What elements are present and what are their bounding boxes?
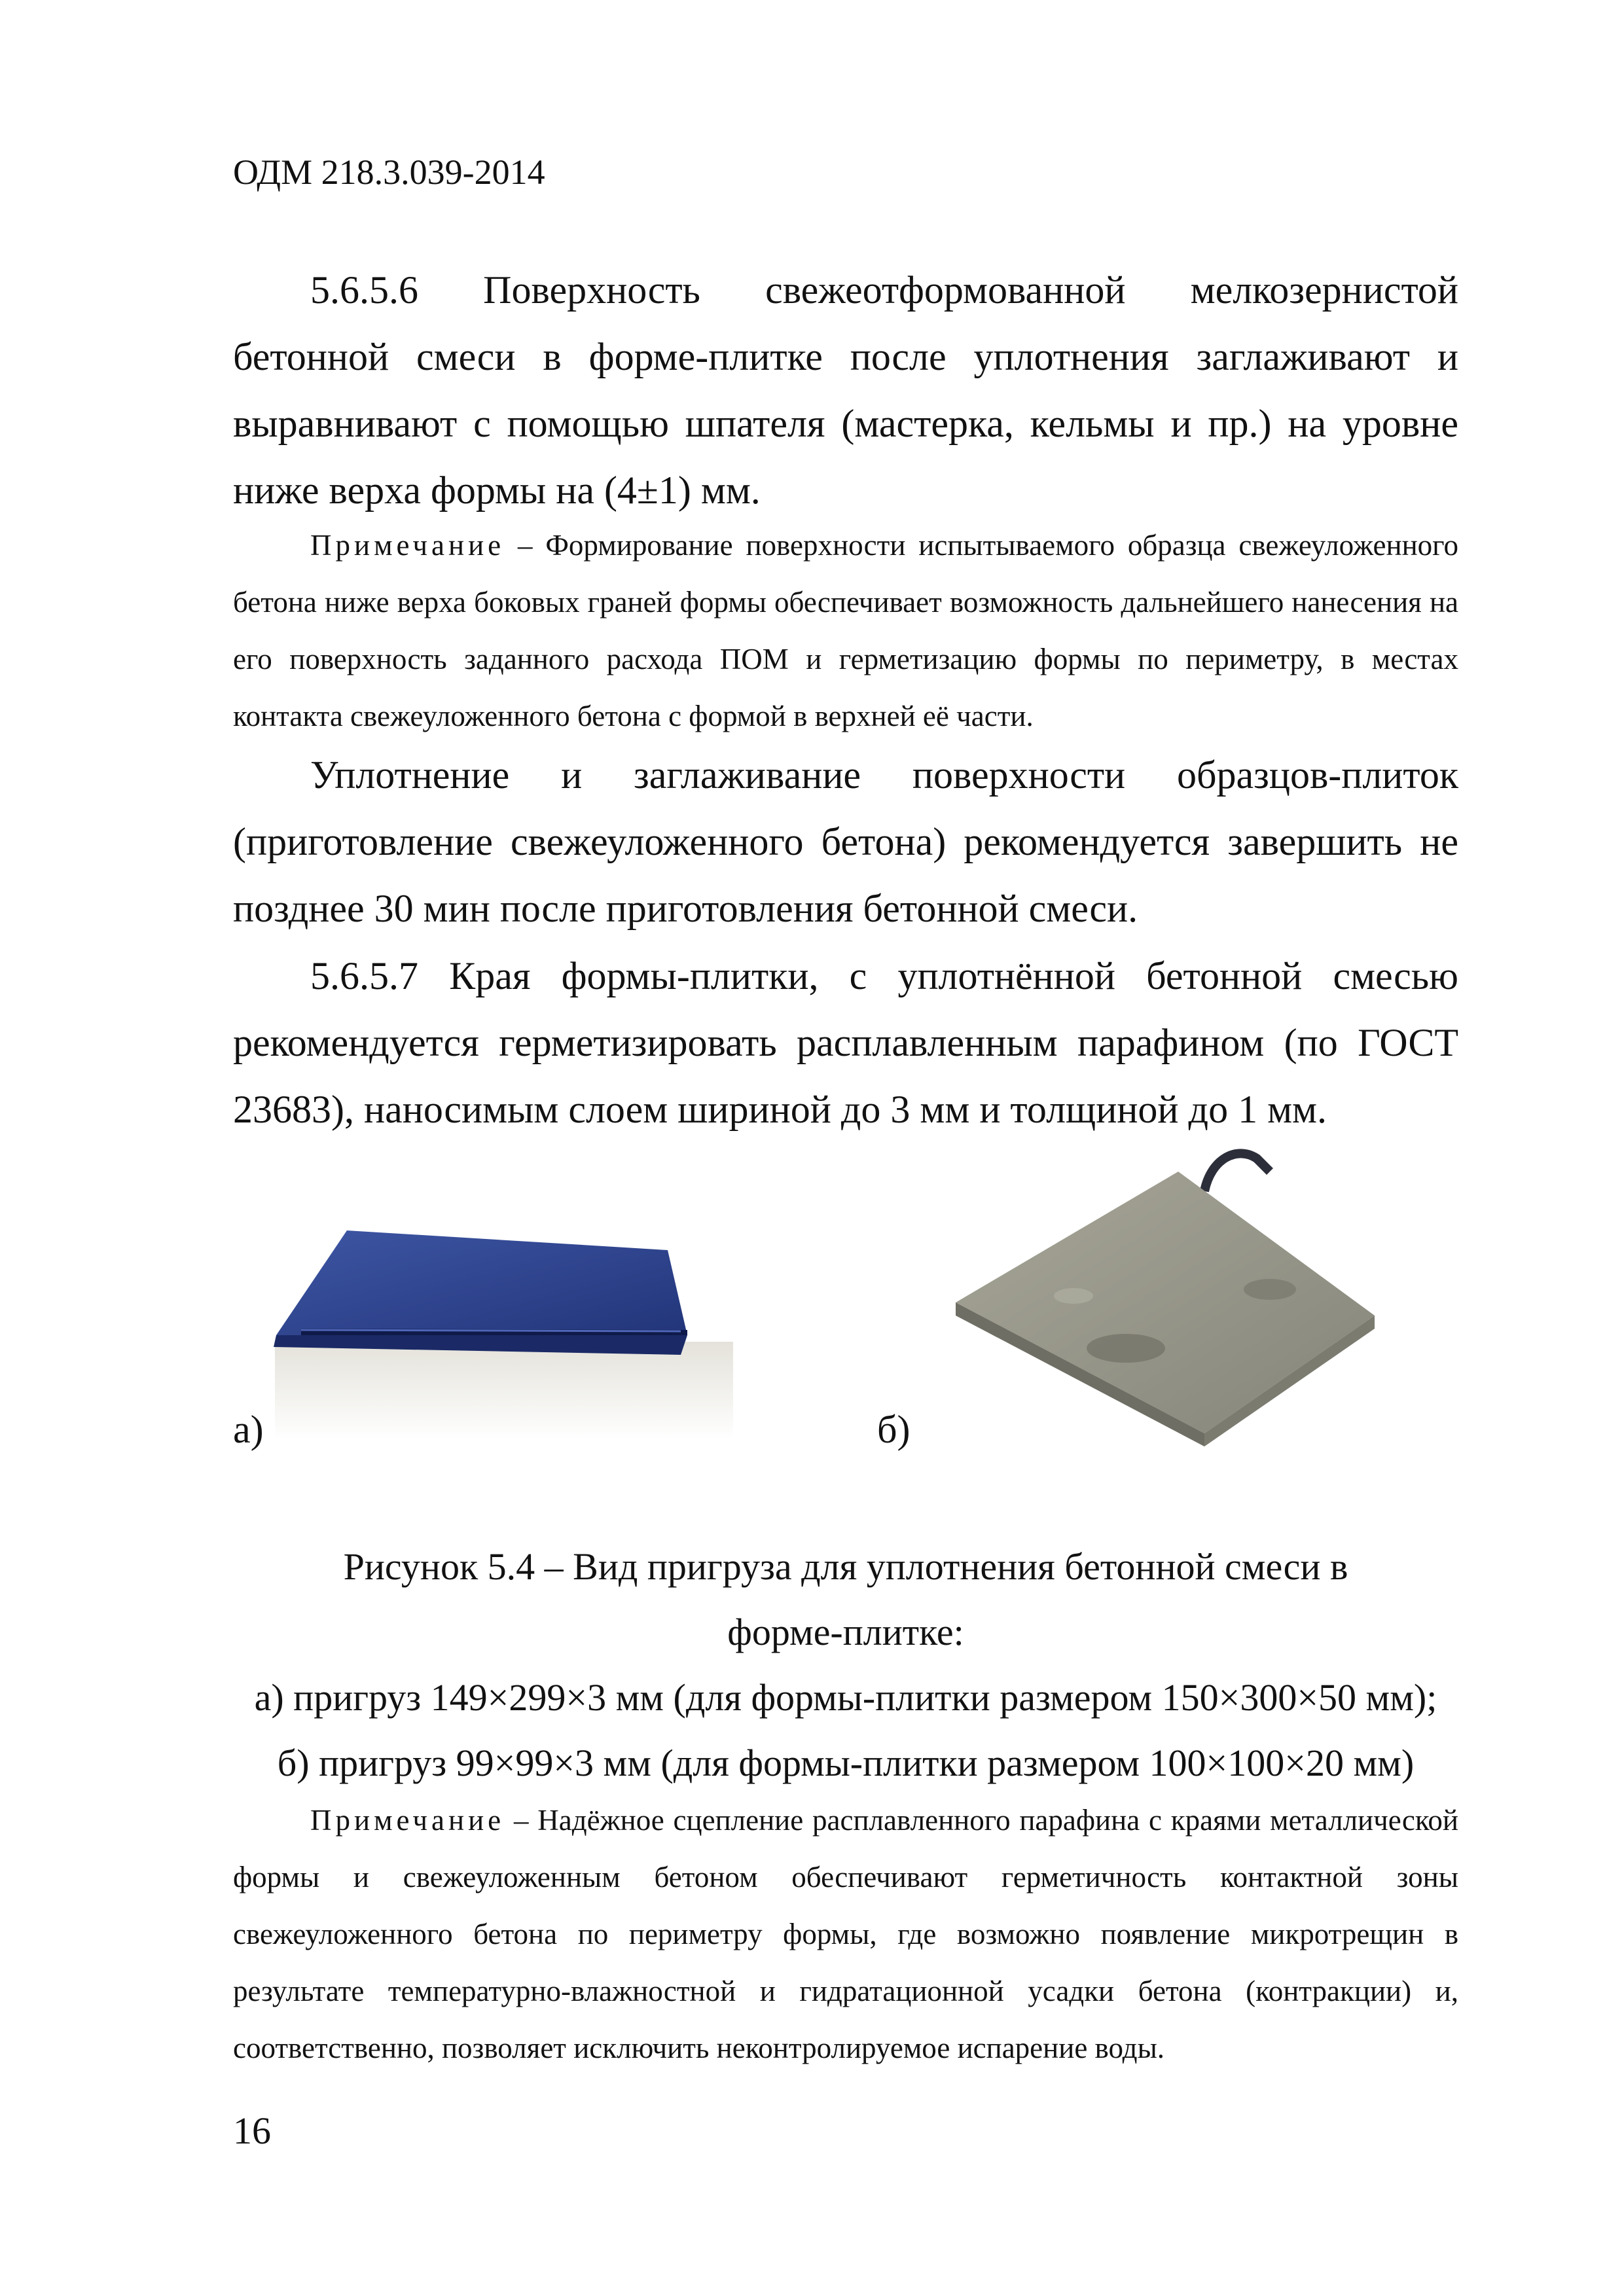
figure-caption bbox=[233, 1534, 1458, 1796]
section-5-6-5-6-text: 5.6.5.6 Поверхность свежеотформованной мелкозернистой бетонной смеси в форме-плитке после уплотнения заглаживают и выравнивают с помощью шпателя (мастерка, кельмы и пр.) на уровне ниже верха формы на (4±1) мм. bbox=[233, 268, 1458, 512]
figure-caption-line-4: б) пригруз 99×99×3 мм (для формы-плитки размером 100×100×20 мм) bbox=[277, 1742, 1415, 1784]
section-5-6-5-7-text: 5.6.5.7 Края формы-плитки, с уплотнённой бетонной смесью рекомендуется герметизировать расплавленным парафином (по ГОСТ 23683), наносимым слоем шириной до 3 мм и толщиной до 1 мм. bbox=[233, 954, 1458, 1131]
note-2 bbox=[233, 1792, 1458, 2077]
figure-b-concrete-plate-photo bbox=[929, 1132, 1388, 1460]
figure-caption-line-2: форме-плитке: bbox=[727, 1611, 964, 1653]
section-5-6-5-7 bbox=[233, 942, 1458, 1143]
note-1 bbox=[233, 517, 1458, 745]
page-number: 16 bbox=[233, 2109, 271, 2152]
paragraph-compaction bbox=[233, 742, 1458, 942]
figure-label-a: а) bbox=[233, 1408, 264, 1451]
note-1-label: Примечание bbox=[310, 529, 505, 562]
note-1-text: – Формирование поверхности испытываемого образца свежеуложенного бетона ниже верха боковых граней формы обеспечивает возможность дальнейшего нанесения на его поверхность заданного расхода ПОМ и герметизацию формы по периметру, в местах контакта свежеуложенного бетона с формой в верхней её части. bbox=[233, 529, 1458, 732]
figure-a-blue-plate-photo bbox=[262, 1139, 759, 1453]
section-5-6-5-6 bbox=[233, 257, 1458, 524]
note-2-label: Примечание bbox=[310, 1804, 505, 1837]
note-2-text: – Надёжное сцепление расплавленного парафина с краями металлической формы и свежеуложенным бетоном обеспечивают герметичность контактной зоны свежеуложенного бетона по периметру формы, где возможно появление микротрещин в результате температурно-влажностной и гидратационной усадки бетона (контракции) и, соответственно, позволяет исключить неконтролируемое испарение воды. bbox=[233, 1804, 1458, 2064]
figure-label-b: б) bbox=[877, 1408, 911, 1451]
document-code-header: ОДМ 218.3.039-2014 bbox=[233, 152, 545, 192]
figure-caption-line-1: Рисунок 5.4 – Вид пригруза для уплотнения бетонной смеси в bbox=[343, 1545, 1348, 1588]
paragraph-compaction-text: Уплотнение и заглаживание поверхности образцов-плиток (приготовление свежеуложенного бетона) рекомендуется завершить не позднее 30 мин после приготовления бетонной смеси. bbox=[233, 753, 1458, 930]
figure-caption-line-3: а) пригруз 149×299×3 мм (для формы-плитки размером 150×300×50 мм); bbox=[254, 1676, 1437, 1719]
